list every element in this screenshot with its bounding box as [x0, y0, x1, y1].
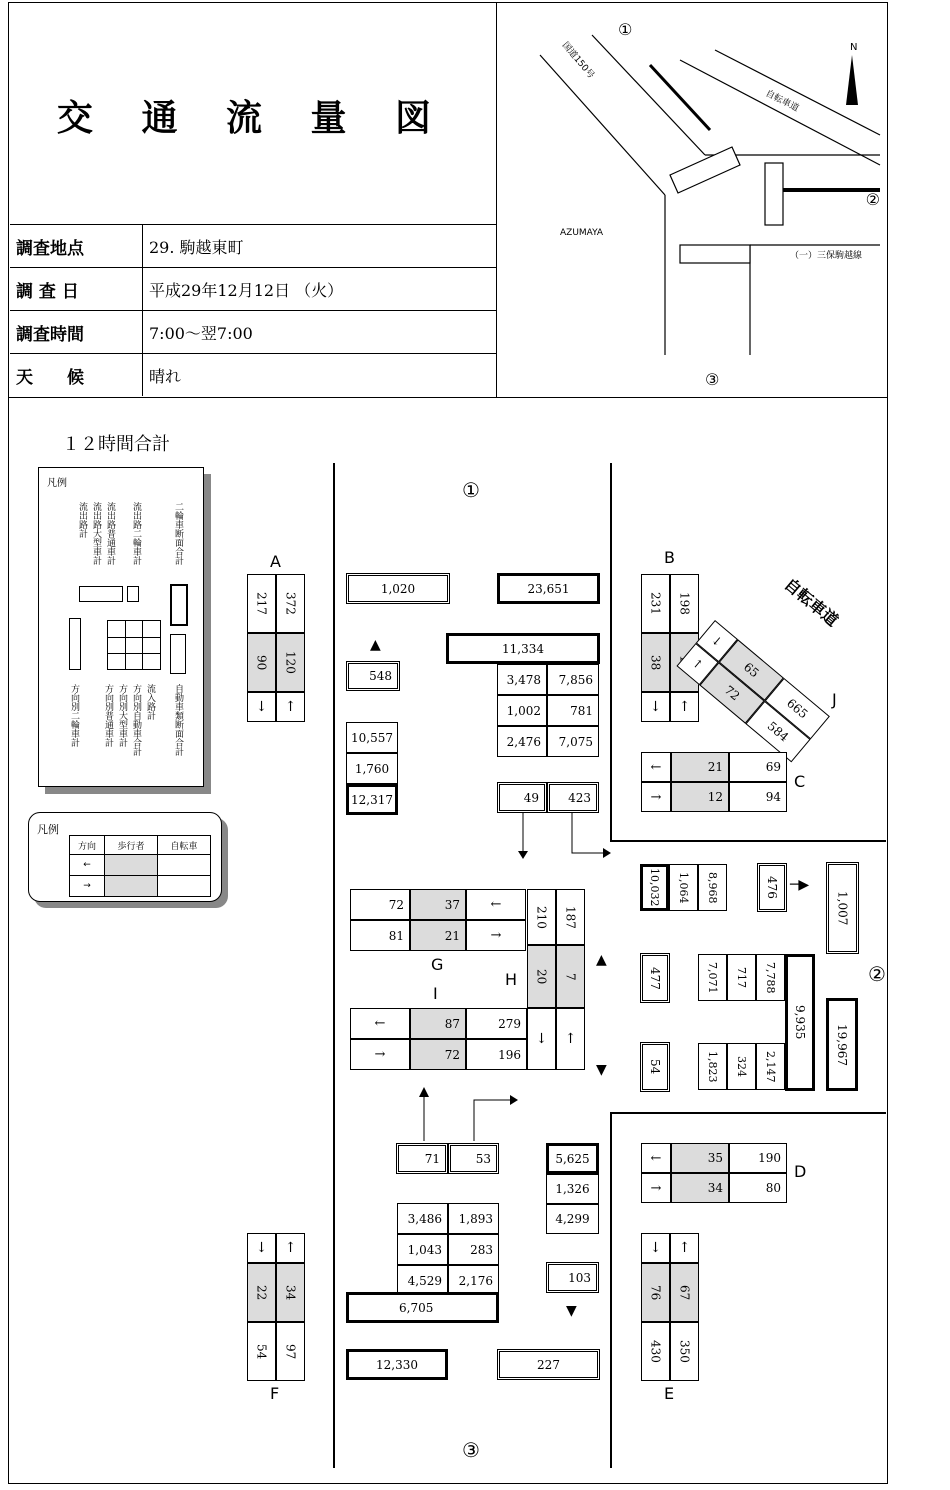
legend-label: 自動車類断面合計 — [173, 684, 183, 756]
map-circle-2: ② — [865, 190, 880, 209]
n3-flow-arrows — [410, 1085, 520, 1145]
I-bike: 279 — [466, 1008, 527, 1039]
G-bike: 72 — [350, 889, 410, 920]
legend-bike-sec-box — [170, 584, 188, 626]
map-crosswalk — [680, 245, 750, 263]
F-cell: 34 — [276, 1263, 305, 1322]
n2-grid: 717 — [727, 954, 756, 1001]
C-ped: 12 — [671, 782, 729, 812]
G-label: G — [431, 955, 444, 974]
intersection-map — [500, 5, 886, 395]
legend-panel — [38, 467, 204, 787]
legend-label: 方向別二輪車計 — [69, 684, 79, 747]
map-azumaya: AZUMAYA — [560, 228, 604, 238]
D-bike: 80 — [729, 1173, 787, 1203]
map-bicycle-road: 自転車道 — [763, 88, 801, 115]
A-arrow: ↓ — [247, 692, 276, 722]
n1-in-total: 11,334 — [446, 633, 600, 664]
info-key: 調 査 日 — [10, 268, 143, 311]
info-value: 晴れ — [143, 354, 497, 397]
approach-3-label: ③ — [462, 1438, 480, 1462]
n2-grid: 324 — [727, 1043, 756, 1090]
B-arrow: ↓ — [641, 692, 670, 722]
E-cell: 76 — [641, 1263, 670, 1322]
B-cell: 231 — [641, 574, 670, 633]
F-arrow: ↓ — [247, 1233, 276, 1263]
header-divider — [496, 2, 497, 398]
legend-label: 流出路大型車計 — [91, 502, 101, 565]
info-value: 29. 駒越東町 — [143, 225, 497, 268]
C-arrow: → — [641, 782, 671, 812]
n3-in-total: 6,705 — [346, 1292, 499, 1323]
arrow-right-icon: ─▶ — [790, 877, 810, 893]
n2-in-bike: 477 — [640, 953, 670, 1003]
A-arrow: ↑ — [276, 692, 305, 722]
B-cell: 198 — [670, 574, 699, 633]
map-circle-1: ① — [618, 20, 633, 39]
n1-grid: 2,476 — [497, 726, 547, 757]
J-arrow: ↑ — [676, 643, 718, 685]
n2-grid: 7,788 — [756, 954, 785, 1001]
page-title: 交 通 流 量 図 — [56, 98, 450, 139]
J-cell: 72 — [699, 662, 764, 724]
I-arrow: → — [350, 1039, 410, 1070]
D-ped: 34 — [671, 1173, 729, 1203]
n1-in-bike: 423 — [547, 782, 599, 813]
legend-out-bike-box — [127, 586, 139, 602]
n1-flow-arrows — [515, 813, 615, 863]
n3-in-bike: 53 — [448, 1143, 499, 1174]
n1-grid: 3,478 — [497, 664, 547, 695]
n2-car-sec: 19,967 — [826, 998, 858, 1091]
legend-label: 流出路計 — [77, 502, 87, 538]
n2-bike-sec: 1,007 — [826, 862, 859, 954]
E-label: E — [664, 1384, 675, 1403]
F-cell: 54 — [247, 1322, 276, 1381]
n3-out: 1,326 — [546, 1174, 599, 1204]
n3-grid: 2,176 — [448, 1265, 499, 1296]
arrow-down-icon: ▼ — [596, 1062, 607, 1078]
H-label: H — [505, 970, 518, 989]
legend-label: 方向別大型車計 — [117, 684, 127, 747]
legend2-h: 自転車 — [158, 836, 211, 855]
map-circle-3: ③ — [705, 370, 720, 389]
H-cell: 187 — [556, 889, 585, 945]
n2-in-bike: 54 — [640, 1042, 670, 1092]
B-cell: 38 — [641, 633, 670, 692]
n3-out: 4,299 — [546, 1204, 599, 1234]
I-label: I — [433, 984, 438, 1003]
info-key: 調査地点 — [10, 225, 143, 268]
n3-car-sec: 12,330 — [346, 1349, 448, 1380]
E-arrow: ↑ — [670, 1233, 699, 1263]
n3-out-bike: 103 — [546, 1262, 599, 1293]
n1-grid: 7,856 — [547, 664, 599, 695]
H-cell: 20 — [527, 945, 556, 1008]
G-ped: 37 — [410, 889, 466, 920]
legend2-h: 歩行者 — [105, 836, 158, 855]
n3-grid: 3,486 — [397, 1203, 448, 1234]
A-cell: 120 — [276, 633, 305, 692]
map-north-label: N — [850, 42, 858, 53]
legend2-arrow: ← — [70, 855, 105, 876]
map-road-edge — [540, 55, 665, 195]
J-title: 自転車道 — [780, 574, 842, 631]
n1-out: 12,317 — [346, 784, 398, 815]
n1-in-bike: 49 — [497, 782, 547, 813]
n2-grid: 2,147 — [756, 1043, 785, 1090]
E-cell: 350 — [670, 1322, 699, 1381]
road-edge — [610, 1112, 886, 1114]
C-label: C — [794, 772, 806, 791]
C-arrow: ← — [641, 752, 671, 782]
E-arrow: ↓ — [641, 1233, 670, 1263]
map-sanpo: （一）三保駒越線 — [790, 251, 863, 261]
legend-grid — [107, 620, 161, 670]
n2-grid: 7,071 — [698, 954, 727, 1001]
n1-out: 10,557 — [346, 722, 398, 753]
info-key: 調査時間 — [10, 311, 143, 354]
n3-in-bike: 71 — [396, 1143, 448, 1174]
C-ped: 21 — [671, 752, 729, 782]
map-crosswalk — [670, 147, 740, 193]
legend-car-sec-box — [170, 634, 186, 674]
H-arrow: ↓ — [527, 1008, 556, 1070]
info-value: 平成29年12月12日 （火） — [143, 268, 497, 311]
legend2-cell — [105, 876, 158, 897]
map-road-edge — [592, 35, 705, 155]
n3-grid: 1,043 — [397, 1234, 448, 1265]
n2-out-bike: 476 — [757, 863, 787, 912]
n1-grid: 7,075 — [547, 726, 599, 757]
map-centerline — [650, 65, 710, 130]
n1-out: 1,760 — [346, 753, 398, 784]
approach-1-label: ① — [462, 478, 480, 502]
J-label: J — [832, 690, 837, 709]
legend-label: 方向別自動車合計 — [131, 684, 141, 756]
n3-grid: 283 — [448, 1234, 499, 1265]
J-cell: 665 — [765, 678, 830, 740]
E-cell: 67 — [670, 1263, 699, 1322]
info-value: 7:00〜翌7:00 — [143, 311, 497, 354]
legend2-h: 方向 — [70, 836, 105, 855]
C-bike: 94 — [729, 782, 787, 812]
n3-bike-sec: 227 — [497, 1349, 600, 1380]
legend2-panel — [28, 812, 222, 902]
F-label: F — [270, 1384, 280, 1403]
J-arrow: ↓ — [696, 620, 738, 662]
n2-out: 8,968 — [698, 864, 727, 911]
road-edge — [333, 463, 335, 1468]
n1-out-bike: 548 — [346, 661, 400, 691]
legend-label: 流出路二輪車計 — [131, 502, 141, 565]
I-arrow: ← — [350, 1008, 410, 1039]
legend2-title: 凡例 — [37, 823, 59, 836]
H-arrow: ↑ — [556, 1008, 585, 1070]
legend-label: 二輪車断面合計 — [173, 502, 183, 565]
F-arrow: ↑ — [276, 1233, 305, 1263]
n3-grid: 4,529 — [397, 1265, 448, 1296]
D-ped: 35 — [671, 1143, 729, 1173]
D-arrow: → — [641, 1173, 671, 1203]
D-label: D — [794, 1162, 807, 1181]
arrow-up-icon: ▲ — [596, 952, 607, 968]
F-cell: 97 — [276, 1322, 305, 1381]
legend-label: 流出路普通車計 — [105, 502, 115, 565]
G-ped: 21 — [410, 920, 466, 951]
A-cell: 372 — [276, 574, 305, 633]
G-arrow: ← — [466, 889, 526, 920]
legend2-cell — [105, 855, 158, 876]
legend2-cell — [158, 855, 211, 876]
n3-grid: 1,893 — [448, 1203, 499, 1234]
legend2-cell — [158, 876, 211, 897]
header-bottom-rule — [8, 397, 888, 398]
section-title: １２時間合計 — [62, 434, 170, 455]
n3-out: 5,625 — [546, 1143, 599, 1174]
F-cell: 22 — [247, 1263, 276, 1322]
legend2-arrow: → — [70, 876, 105, 897]
A-label: A — [270, 552, 281, 571]
n2-out: 1,064 — [669, 864, 698, 911]
n1-grid: 1,002 — [497, 695, 547, 726]
legend-label: 流入路計 — [145, 684, 155, 720]
E-cell: 430 — [641, 1322, 670, 1381]
A-cell: 217 — [247, 574, 276, 633]
I-bike: 196 — [466, 1039, 527, 1070]
D-bike: 190 — [729, 1143, 787, 1173]
I-ped: 72 — [410, 1039, 466, 1070]
A-cell: 90 — [247, 633, 276, 692]
C-bike: 69 — [729, 752, 787, 782]
B-arrow: ↑ — [670, 692, 699, 722]
approach-2-label: ② — [868, 962, 886, 986]
n2-in-total: 9,935 — [785, 954, 815, 1091]
road-edge — [610, 463, 612, 841]
H-cell: 210 — [527, 889, 556, 945]
J-cell: 65 — [719, 639, 784, 701]
B-label: B — [664, 548, 675, 567]
map-route150: 国道150号 — [559, 40, 596, 81]
n2-grid: 1,823 — [698, 1043, 727, 1090]
H-cell: 7 — [556, 945, 585, 1008]
I-ped: 87 — [410, 1008, 466, 1039]
road-edge — [610, 840, 886, 842]
G-bike: 81 — [350, 920, 410, 951]
survey-info-table — [10, 224, 496, 396]
G-arrow: → — [466, 920, 526, 951]
legend-dir-box — [69, 618, 81, 670]
legend-out-box — [79, 586, 123, 602]
legend2-table — [69, 835, 211, 897]
legend-label: 方向別普通車計 — [103, 684, 113, 747]
info-key: 天 候 — [10, 354, 143, 397]
arrow-up-icon: ▲ — [370, 637, 381, 653]
J-cell: 584 — [745, 701, 810, 763]
map-crosswalk — [765, 163, 783, 225]
north-arrow-icon — [846, 55, 858, 105]
legend-title: 凡例 — [47, 478, 67, 489]
n1-grid: 781 — [547, 695, 599, 726]
road-edge — [610, 1112, 612, 1468]
D-arrow: ← — [641, 1143, 671, 1173]
n2-out: 10,032 — [640, 864, 669, 911]
n1-bike-sec: 1,020 — [346, 573, 450, 604]
arrow-down-icon: ▼ — [566, 1303, 577, 1319]
n1-car-sec: 23,651 — [497, 573, 600, 604]
